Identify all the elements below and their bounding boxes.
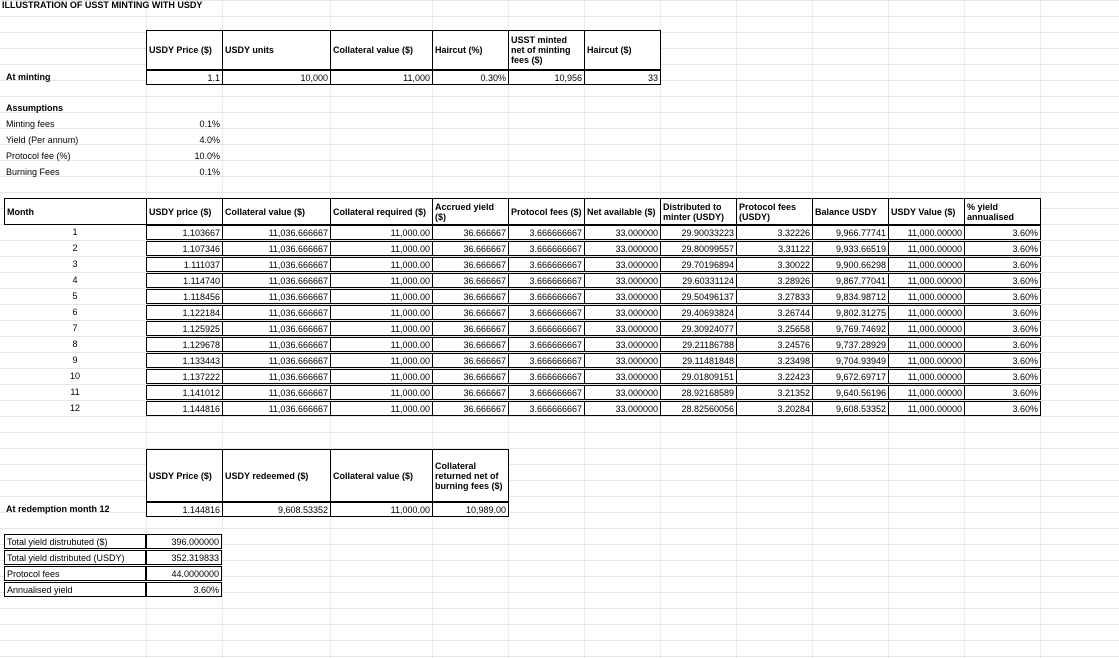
monthly-value-cell[interactable]: 11,000.00 [330, 241, 433, 256]
monthly-header-cell[interactable]: Balance USDY [812, 198, 889, 225]
monthly-value-cell[interactable]: 3.60% [964, 401, 1041, 416]
monthly-value-cell[interactable]: 9,834.98712 [812, 289, 889, 304]
monthly-value-cell[interactable]: 33.000000 [584, 385, 661, 400]
monthly-value-cell[interactable]: 9,704.93949 [812, 353, 889, 368]
monthly-value-cell[interactable]: 1.111037 [146, 257, 223, 272]
monthly-value-cell[interactable]: 36.666667 [432, 353, 509, 368]
monthly-value-cell[interactable]: 3.666666667 [508, 321, 585, 336]
monthly-value-cell[interactable]: 33.000000 [584, 257, 661, 272]
minting-header-cell[interactable]: Collateral value ($) [330, 30, 433, 70]
monthly-value-cell[interactable]: 3.666666667 [508, 241, 585, 256]
month-number[interactable]: 11 [70, 387, 80, 397]
monthly-value-cell[interactable]: 11,000.00 [330, 225, 433, 240]
month-number[interactable]: 1 [72, 227, 78, 237]
monthly-value-cell[interactable]: 11,000.00 [330, 385, 433, 400]
month-number[interactable]: 9 [72, 355, 78, 365]
monthly-value-cell[interactable]: 11,036.666667 [222, 369, 331, 384]
monthly-value-cell[interactable]: 28.82560056 [660, 401, 737, 416]
monthly-value-cell[interactable]: 33.000000 [584, 225, 661, 240]
monthly-value-cell[interactable]: 33.000000 [584, 241, 661, 256]
monthly-value-cell[interactable]: 33.000000 [584, 273, 661, 288]
sheet-title: ILLUSTRATION OF USST MINTING WITH USDY [2, 0, 203, 10]
monthly-value-cell[interactable]: 3.60% [964, 369, 1041, 384]
monthly-value-cell[interactable]: 29.60331124 [660, 273, 737, 288]
monthly-header-cell[interactable]: USDY Value ($) [888, 198, 965, 225]
monthly-value-cell[interactable]: 3.60% [964, 305, 1041, 320]
minting-value-cell[interactable]: 11,000 [330, 70, 433, 85]
minting-header-cell[interactable]: Haircut ($) [584, 30, 661, 70]
monthly-value-cell[interactable]: 11,000.00000 [888, 369, 965, 384]
monthly-value-cell[interactable]: 1.141012 [146, 385, 223, 400]
monthly-value-cell[interactable]: 11,036.666667 [222, 385, 331, 400]
monthly-value-cell[interactable]: 33.000000 [584, 289, 661, 304]
redemption-row-label: At redemption month 12 [6, 504, 110, 514]
monthly-value-cell[interactable]: 11,000.00000 [888, 305, 965, 320]
monthly-value-cell[interactable]: 1.118456 [146, 289, 223, 304]
monthly-value-cell[interactable]: 1.137222 [146, 369, 223, 384]
monthly-header-cell[interactable]: Protocol fees (USDY) [736, 198, 813, 225]
monthly-value-cell[interactable]: 11,000.00000 [888, 225, 965, 240]
monthly-value-cell[interactable]: 9,608.53352 [812, 401, 889, 416]
monthly-value-cell[interactable]: 33.000000 [584, 353, 661, 368]
monthly-value-cell[interactable]: 29.11481848 [660, 353, 737, 368]
monthly-value-cell[interactable]: 36.666667 [432, 321, 509, 336]
monthly-value-cell[interactable]: 29.70196894 [660, 257, 737, 272]
monthly-value-cell[interactable]: 36.666667 [432, 225, 509, 240]
monthly-value-cell[interactable]: 9,802.31275 [812, 305, 889, 320]
monthly-value-cell[interactable]: 29.21186788 [660, 337, 737, 352]
assumption-value[interactable]: 4.0% [199, 135, 220, 145]
monthly-value-cell[interactable]: 3.666666667 [508, 369, 585, 384]
monthly-value-cell[interactable]: 3.60% [964, 225, 1041, 240]
monthly-value-cell[interactable]: 33.000000 [584, 337, 661, 352]
monthly-value-cell[interactable]: 11,036.666667 [222, 289, 331, 304]
monthly-value-cell[interactable]: 3.25658 [736, 321, 813, 336]
monthly-value-cell[interactable]: 3.60% [964, 241, 1041, 256]
monthly-value-cell[interactable]: 1.103667 [146, 225, 223, 240]
monthly-value-cell[interactable]: 36.666667 [432, 305, 509, 320]
monthly-header-cell[interactable]: Collateral required ($) [330, 198, 433, 225]
monthly-value-cell[interactable]: 1.129678 [146, 337, 223, 352]
monthly-value-cell[interactable]: 29.80099557 [660, 241, 737, 256]
monthly-value-cell[interactable]: 1.122184 [146, 305, 223, 320]
monthly-value-cell[interactable]: 11,036.666667 [222, 257, 331, 272]
monthly-value-cell[interactable]: 29.40693824 [660, 305, 737, 320]
monthly-value-cell[interactable]: 1.125925 [146, 321, 223, 336]
summary-label: Total yield distributed (USDY) [4, 550, 146, 565]
monthly-value-cell[interactable]: 9,640.56196 [812, 385, 889, 400]
month-number[interactable]: 10 [69, 371, 80, 381]
summary-value[interactable]: 3.60% [146, 582, 222, 597]
assumptions-heading: Assumptions [6, 103, 64, 113]
monthly-value-cell[interactable]: 11,000.00000 [888, 257, 965, 272]
monthly-value-cell[interactable]: 11,036.666667 [222, 337, 331, 352]
monthly-value-cell[interactable]: 3.27833 [736, 289, 813, 304]
monthly-value-cell[interactable]: 11,000.00 [330, 289, 433, 304]
monthly-value-cell[interactable]: 3.60% [964, 273, 1041, 288]
month-number[interactable]: 5 [72, 291, 78, 301]
monthly-value-cell[interactable]: 9,769.74692 [812, 321, 889, 336]
assumption-value[interactable]: 0.1% [199, 119, 220, 129]
monthly-value-cell[interactable]: 36.666667 [432, 337, 509, 352]
monthly-value-cell[interactable]: 1.133443 [146, 353, 223, 368]
monthly-value-cell[interactable]: 11,036.666667 [222, 305, 331, 320]
assumption-label: Yield (Per annum) [6, 135, 79, 145]
minting-value-cell[interactable]: 10,000 [222, 70, 331, 85]
summary-value[interactable]: 396.000000 [146, 534, 222, 549]
monthly-value-cell[interactable]: 3.666666667 [508, 305, 585, 320]
redemption-value-cell[interactable]: 11,000.00 [330, 502, 433, 517]
monthly-value-cell[interactable]: 3.666666667 [508, 225, 585, 240]
monthly-value-cell[interactable]: 3.666666667 [508, 385, 585, 400]
monthly-value-cell[interactable]: 36.666667 [432, 273, 509, 288]
monthly-value-cell[interactable]: 11,000.00000 [888, 289, 965, 304]
monthly-value-cell[interactable]: 36.666667 [432, 257, 509, 272]
monthly-value-cell[interactable]: 3.666666667 [508, 257, 585, 272]
month-number[interactable]: 3 [72, 259, 78, 269]
monthly-value-cell[interactable]: 3.60% [964, 385, 1041, 400]
monthly-value-cell[interactable]: 1.114740 [146, 273, 223, 288]
monthly-value-cell[interactable]: 36.666667 [432, 241, 509, 256]
monthly-value-cell[interactable]: 3.24576 [736, 337, 813, 352]
monthly-value-cell[interactable]: 11,036.666667 [222, 401, 331, 416]
redemption-value-cell[interactable]: 1.144816 [146, 502, 223, 517]
monthly-header-cell[interactable]: Collateral value ($) [222, 198, 331, 225]
monthly-value-cell[interactable]: 11,000.00000 [888, 337, 965, 352]
monthly-value-cell[interactable]: 3.60% [964, 289, 1041, 304]
monthly-value-cell[interactable]: 3.32226 [736, 225, 813, 240]
monthly-value-cell[interactable]: 11,000.00 [330, 305, 433, 320]
monthly-value-cell[interactable]: 11,000.00 [330, 401, 433, 416]
month-number[interactable]: 7 [72, 323, 78, 333]
minting-value-cell[interactable]: 1.1 [146, 70, 223, 85]
monthly-value-cell[interactable]: 11,036.666667 [222, 321, 331, 336]
monthly-value-cell[interactable]: 36.666667 [432, 289, 509, 304]
monthly-value-cell[interactable]: 3.666666667 [508, 353, 585, 368]
minting-header-cell[interactable]: USST minted net of minting fees ($) [508, 30, 585, 70]
monthly-value-cell[interactable]: 3.31122 [736, 241, 813, 256]
monthly-value-cell[interactable]: 9,737.28929 [812, 337, 889, 352]
assumption-value[interactable]: 0.1% [199, 167, 220, 177]
minting-value-cell[interactable]: 10,956 [508, 70, 585, 85]
monthly-value-cell[interactable]: 3.20284 [736, 401, 813, 416]
monthly-value-cell[interactable]: 11,000.00000 [888, 401, 965, 416]
monthly-value-cell[interactable]: 29.90033223 [660, 225, 737, 240]
summary-value[interactable]: 352.319833 [146, 550, 222, 565]
monthly-header-cell[interactable]: Net available ($) [584, 198, 661, 225]
assumption-label: Minting fees [6, 119, 55, 129]
assumption-label: Burning Fees [6, 167, 60, 177]
summary-label: Annualised yield [4, 582, 146, 597]
redemption-header-cell[interactable]: USDY Price ($) [146, 449, 223, 502]
monthly-value-cell[interactable]: 29.50496137 [660, 289, 737, 304]
monthly-value-cell[interactable]: 11,000.00000 [888, 385, 965, 400]
minting-row-label: At minting [6, 72, 51, 82]
month-number[interactable]: 2 [72, 243, 78, 253]
redemption-value-cell[interactable]: 10,989.00 [432, 502, 509, 517]
monthly-value-cell[interactable]: 1.107346 [146, 241, 223, 256]
month-number[interactable]: 8 [72, 339, 78, 349]
monthly-header-cell[interactable]: USDY price ($) [146, 198, 223, 225]
month-number[interactable]: 4 [72, 275, 78, 285]
monthly-value-cell[interactable]: 11,000.00 [330, 273, 433, 288]
monthly-value-cell[interactable]: 11,000.00000 [888, 241, 965, 256]
monthly-value-cell[interactable]: 3.666666667 [508, 401, 585, 416]
monthly-value-cell[interactable]: 3.21352 [736, 385, 813, 400]
minting-header-cell[interactable]: USDY units [222, 30, 331, 70]
monthly-value-cell[interactable]: 11,000.00 [330, 353, 433, 368]
monthly-value-cell[interactable]: 3.26744 [736, 305, 813, 320]
monthly-value-cell[interactable]: 3.22423 [736, 369, 813, 384]
monthly-value-cell[interactable]: 1.144816 [146, 401, 223, 416]
summary-label: Protocol fees [4, 566, 146, 581]
monthly-value-cell[interactable]: 11,000.00 [330, 369, 433, 384]
monthly-value-cell[interactable]: 9,867.77041 [812, 273, 889, 288]
monthly-value-cell[interactable]: 33.000000 [584, 305, 661, 320]
minting-header-cell[interactable]: Haircut (%) [432, 30, 509, 70]
monthly-value-cell[interactable]: 3.666666667 [508, 289, 585, 304]
monthly-value-cell[interactable]: 29.01809151 [660, 369, 737, 384]
redemption-header-cell[interactable]: Collateral value ($) [330, 449, 433, 502]
redemption-value-cell[interactable]: 9,608.53352 [222, 502, 331, 517]
monthly-header-cell[interactable]: Accrued yield ($) [432, 198, 509, 225]
assumption-label: Protocol fee (%) [6, 151, 71, 161]
monthly-value-cell[interactable]: 3.60% [964, 337, 1041, 352]
monthly-value-cell[interactable]: 3.30022 [736, 257, 813, 272]
monthly-value-cell[interactable]: 3.60% [964, 321, 1041, 336]
redemption-header-cell[interactable]: USDY redeemed ($) [222, 449, 331, 502]
summary-label: Total yield distrubuted ($) [4, 534, 146, 549]
monthly-value-cell[interactable]: 36.666667 [432, 385, 509, 400]
monthly-header-cell[interactable]: Distributed to minter (USDY) [660, 198, 737, 225]
summary-value[interactable]: 44.0000000 [146, 566, 222, 581]
redemption-header-cell[interactable]: Collateral returned net of burning fees ($) [432, 449, 509, 502]
monthly-value-cell[interactable]: 36.666667 [432, 401, 509, 416]
monthly-value-cell[interactable]: 3.28926 [736, 273, 813, 288]
monthly-value-cell[interactable]: 11,000.00000 [888, 353, 965, 368]
monthly-value-cell[interactable]: 36.666667 [432, 369, 509, 384]
monthly-value-cell[interactable]: 11,000.00000 [888, 321, 965, 336]
monthly-value-cell[interactable]: 9,672.69717 [812, 369, 889, 384]
monthly-value-cell[interactable]: 33.000000 [584, 401, 661, 416]
monthly-header-cell[interactable]: Month [4, 198, 147, 225]
monthly-value-cell[interactable]: 3.60% [964, 257, 1041, 272]
monthly-value-cell[interactable]: 9,933.66519 [812, 241, 889, 256]
monthly-value-cell[interactable]: 29.30924077 [660, 321, 737, 336]
monthly-value-cell[interactable]: 11,000.00 [330, 321, 433, 336]
minting-value-cell[interactable]: 0.30% [432, 70, 509, 85]
month-number[interactable]: 12 [69, 403, 80, 413]
monthly-value-cell[interactable]: 3.666666667 [508, 273, 585, 288]
monthly-value-cell[interactable]: 3.60% [964, 353, 1041, 368]
monthly-value-cell[interactable]: 11,036.666667 [222, 353, 331, 368]
minting-header-cell[interactable]: USDY Price ($) [146, 30, 223, 70]
monthly-value-cell[interactable]: 9,900.66298 [812, 257, 889, 272]
monthly-value-cell[interactable]: 11,000.00 [330, 337, 433, 352]
month-number[interactable]: 6 [72, 307, 78, 317]
minting-value-cell[interactable]: 33 [584, 70, 661, 85]
monthly-value-cell[interactable]: 11,000.00000 [888, 273, 965, 288]
monthly-value-cell[interactable]: 33.000000 [584, 369, 661, 384]
assumption-value[interactable]: 10.0% [194, 151, 220, 161]
monthly-value-cell[interactable]: 11,036.666667 [222, 273, 331, 288]
monthly-value-cell[interactable]: 3.23498 [736, 353, 813, 368]
monthly-header-cell[interactable]: Protocol fees ($) [508, 198, 585, 225]
monthly-value-cell[interactable]: 3.666666667 [508, 337, 585, 352]
monthly-value-cell[interactable]: 11,000.00 [330, 257, 433, 272]
monthly-value-cell[interactable]: 9,966.77741 [812, 225, 889, 240]
monthly-value-cell[interactable]: 11,036.666667 [222, 225, 331, 240]
monthly-value-cell[interactable]: 11,036.666667 [222, 241, 331, 256]
monthly-header-cell[interactable]: % yield annualised [964, 198, 1041, 225]
monthly-value-cell[interactable]: 33.000000 [584, 321, 661, 336]
monthly-value-cell[interactable]: 28.92168589 [660, 385, 737, 400]
